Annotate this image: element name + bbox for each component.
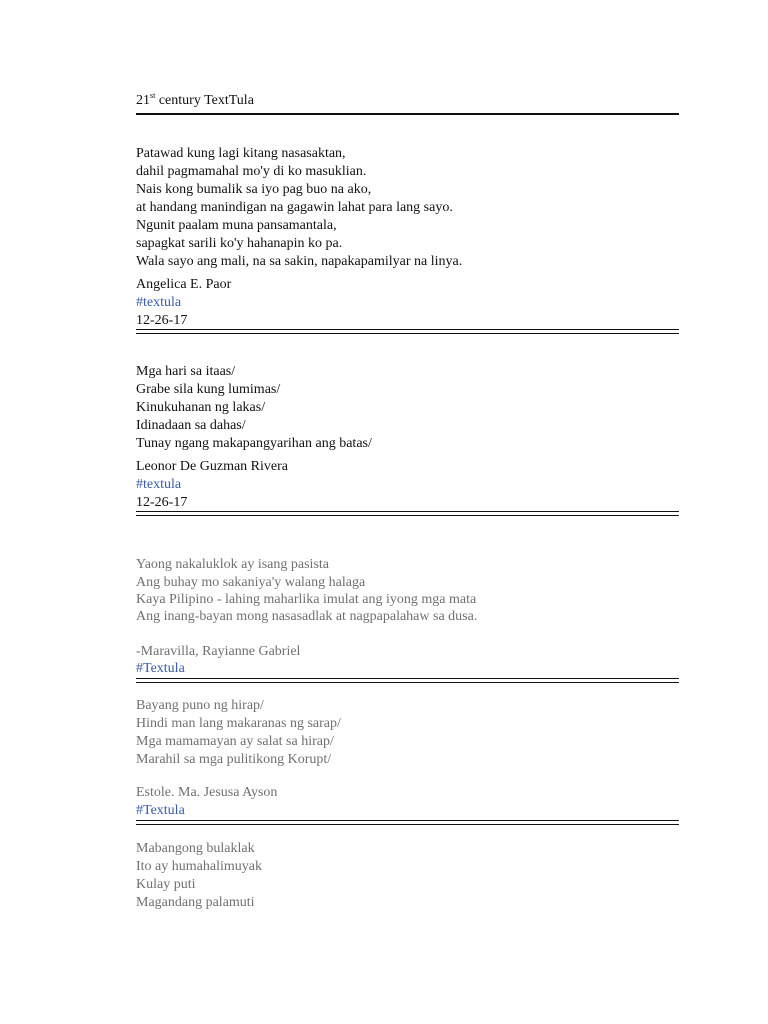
poem-date: 12-26-17 <box>136 495 188 510</box>
poem-line: Ngunit paalam muna pansamantala, <box>136 218 337 233</box>
hashtag-link[interactable]: #Textula <box>136 661 185 676</box>
title-rule <box>136 113 679 115</box>
poem-author: Angelica E. Paor <box>136 277 232 292</box>
poem-line: Mabangong bulaklak <box>136 841 255 856</box>
poem-line: Kaya Pilipino - lahing maharlika imulat ang iyong mga mata <box>136 592 477 607</box>
poem-line: Kinukuhanan ng lakas/ <box>136 400 266 415</box>
poem-author: -Maravilla, Rayianne Gabriel <box>136 644 301 659</box>
poem-line: Bayang puno ng hirap/ <box>136 698 264 713</box>
poem-line: sapagkat sarili ko'y hahanapin ko pa. <box>136 236 343 251</box>
poem-line: Yaong nakaluklok ay isang pasista <box>136 557 329 572</box>
section-divider <box>136 820 679 825</box>
poem-line: Ito ay humahalimuyak <box>136 859 262 874</box>
poem-line: Wala sayo ang mali, na sa sakin, napakapamilyar na linya. <box>136 254 463 269</box>
poem-line: at handang manindigan na gagawin lahat para lang sayo. <box>136 200 453 215</box>
section-divider <box>136 329 679 334</box>
poem-line: Grabe sila kung lumimas/ <box>136 382 281 397</box>
section-divider <box>136 678 679 683</box>
poem-line: Patawad kung lagi kitang nasasaktan, <box>136 146 346 161</box>
poem-line: Kulay puti <box>136 877 196 892</box>
poem-line: Tunay ngang makapangyarihan ang batas/ <box>136 436 372 451</box>
poem-line: Magandang palamuti <box>136 895 255 910</box>
poem-author: Estole. Ma. Jesusa Ayson <box>136 785 278 800</box>
hashtag-link[interactable]: #textula <box>136 477 182 492</box>
poem-line: Idinadaan sa dahas/ <box>136 418 246 433</box>
poem-line: Nais kong bumalik sa iyo pag buo na ako, <box>136 182 372 197</box>
hashtag-link[interactable]: #textula <box>136 295 182 310</box>
poem-line: dahil pagmamahal mo'y di ko masuklian. <box>136 164 367 179</box>
page-title: 21st century TextTula <box>136 91 254 108</box>
hashtag-link[interactable]: #Textula <box>136 803 185 818</box>
section-divider <box>136 511 679 516</box>
poem-line: Mga mamamayan ay salat sa hirap/ <box>136 734 334 749</box>
poem-date: 12-26-17 <box>136 313 188 328</box>
poem-line: Mga hari sa itaas/ <box>136 364 236 379</box>
poem-line: Marahil sa mga pulitikong Korupt/ <box>136 752 332 767</box>
poem-author: Leonor De Guzman Rivera <box>136 459 288 474</box>
poem-line: Hindi man lang makaranas ng sarap/ <box>136 716 341 731</box>
poem-line: Ang buhay mo sakaniya'y walang halaga <box>136 575 366 590</box>
poem-line: Ang inang-bayan mong nasasadlak at nagpapalahaw sa dusa. <box>136 609 478 624</box>
